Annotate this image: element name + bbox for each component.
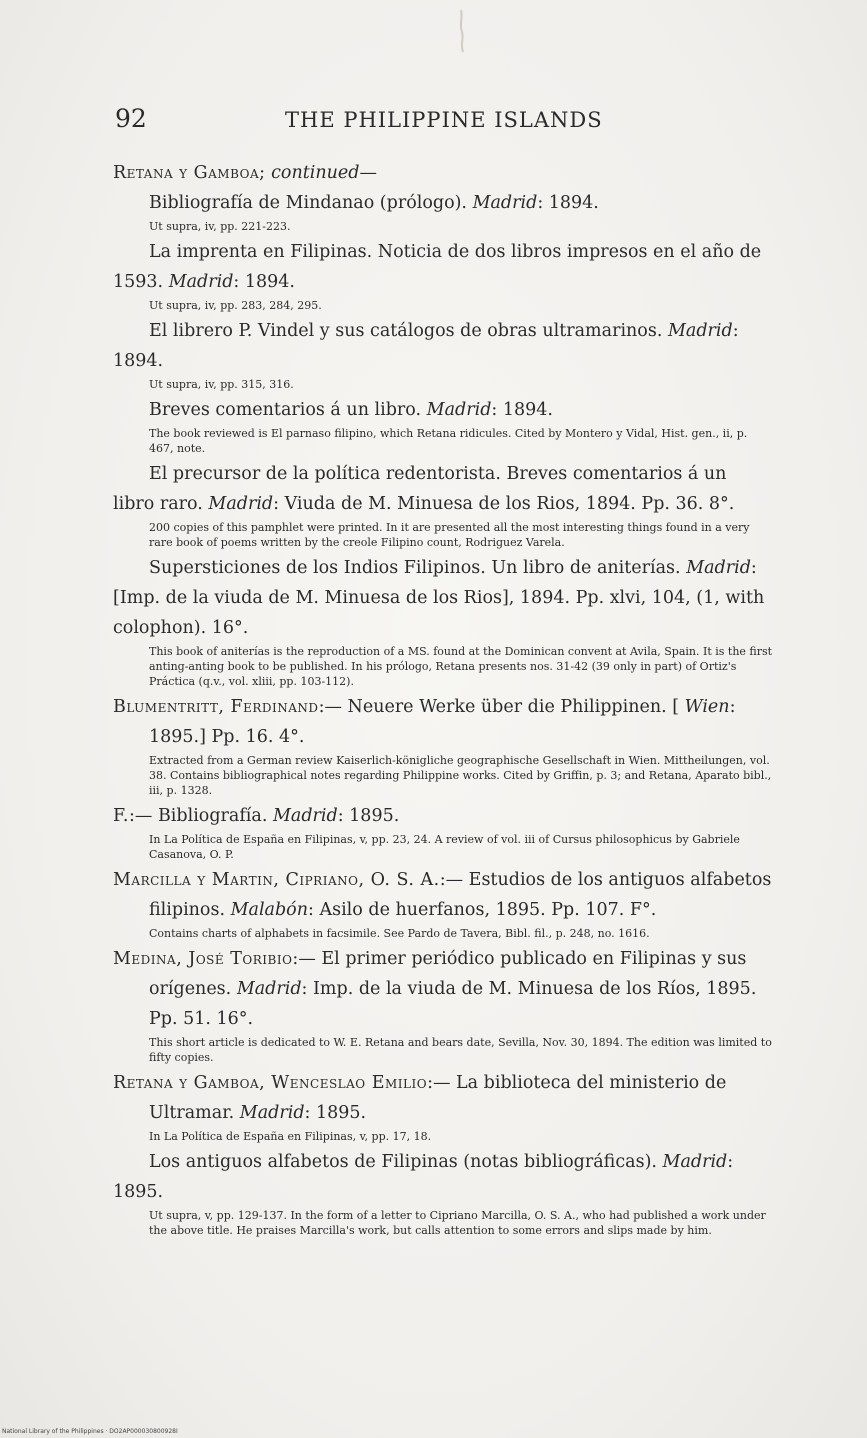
entry-title: :— La biblioteca del ministerio de Ultramar. xyxy=(149,1073,727,1123)
entry-title: :— Estudios de los antiguos alfabetos filipinos. xyxy=(149,870,772,920)
dash: — xyxy=(359,163,377,183)
bibliography-entry xyxy=(113,944,773,1034)
entry-imprint: : 1895. xyxy=(304,1103,367,1123)
note-text: Ut supra, iv, pp. 221-223. xyxy=(149,220,291,233)
entry-place: Madrid xyxy=(236,979,302,999)
entry-imprint: : 1894. xyxy=(113,321,739,371)
entry-title: El precursor de la política redentorista. Breves comentarios á un libro raro. xyxy=(113,464,727,514)
entry-title: Los antiguos alfabetos de Filipinas (notas bibliográficas). xyxy=(149,1152,657,1172)
author-heading xyxy=(113,158,773,188)
note-text: This book of aniterías is the reproduction of a MS. found at the Dominican convent at Avila, Spain. It is the first anting-anting book to be published. In his prólogo, Retana presents nos. 31-42 (39 only in part) of Ortiz's Práctica (q.v., vol. xliii, pp. 103-112). xyxy=(149,645,773,688)
entry-imprint: : [Imp. de la viuda de M. Minuesa de los Rios], 1894. Pp. xlvi, 104, (1, with colophon). 16°. xyxy=(113,558,765,638)
author-name: Medina, José Toribio xyxy=(113,949,293,969)
note-text: Ut supra, iv, pp. 283, 284, 295. xyxy=(149,299,322,312)
note-text: In La Política de España en Filipinas, v, pp. 17, 18. xyxy=(149,1130,432,1143)
bibliography-entry xyxy=(113,553,773,643)
entry-imprint: : Imp. de la viuda de M. Minuesa de los Ríos, 1895. Pp. 51. 16°. xyxy=(149,979,757,1029)
entry-place: Madrid xyxy=(426,400,492,420)
entry-title: La imprenta en Filipinas. Noticia de dos libros impresos en el año de 1593. xyxy=(113,242,762,292)
entry-note xyxy=(113,644,773,689)
entry-note xyxy=(113,520,773,550)
entry-place: Madrid xyxy=(667,321,733,341)
bibliography-entry xyxy=(113,1068,773,1128)
note-text: In La Política de España en Filipinas, v, pp. 23, 24. A review of vol. iii of Cursus philosophicus by Gabriele Casanova, O. P. xyxy=(149,833,740,861)
entry-note xyxy=(113,1035,773,1065)
note-text: This short article is dedicated to W. E. Retana and bears date, Sevilla, Nov. 30, 1894. The edition was limited to fifty copies. xyxy=(149,1036,772,1064)
entry-note xyxy=(113,1129,773,1144)
bibliography-entry xyxy=(113,188,773,218)
entry-imprint: : 1894. xyxy=(491,400,553,420)
entry-note xyxy=(113,926,773,941)
entry-place: Madrid xyxy=(208,494,274,514)
entry-imprint: : 1895. xyxy=(337,806,400,826)
bibliography-entry xyxy=(113,1147,773,1207)
library-footer: National Library of the Philippines · DO2AP000030800928I xyxy=(2,1428,178,1435)
entry-title: Breves comentarios á un libro. xyxy=(149,400,422,420)
page-header xyxy=(115,104,775,144)
bibliography-body xyxy=(113,158,773,1241)
author-name: Blumentritt, Ferdinand xyxy=(113,697,319,717)
entry-note xyxy=(113,219,773,234)
note-text: The book reviewed is El parnaso filipino, which Retana ridicules. Cited by Montero y Vidal, Hist. gen., ii, p. 467, note. xyxy=(149,427,748,455)
entry-place: Madrid xyxy=(472,193,538,213)
entry-imprint: : Viuda de M. Minuesa de los Rios, 1894. Pp. 36. 8°. xyxy=(273,494,735,514)
entry-title: :— Neuere Werke über die Philippinen. [ xyxy=(318,697,680,717)
entry-imprint: : 1895. xyxy=(113,1152,734,1202)
entry-place: Madrid xyxy=(686,558,751,578)
bibliography-entry xyxy=(113,865,773,925)
author-name: Retana y Gamboa, Wenceslao Emilio xyxy=(113,1073,428,1093)
entry-note xyxy=(113,753,773,798)
entry-title: :— Bibliografía. xyxy=(128,806,268,826)
entry-imprint: : 1894. xyxy=(537,193,599,213)
entry-note xyxy=(113,832,773,862)
bibliography-entry xyxy=(113,316,773,376)
author-name: Retana y Gamboa; xyxy=(113,163,266,183)
entry-title: El librero P. Vindel y sus catálogos de obras ultramarinos. xyxy=(149,321,663,341)
running-title: THE PHILIPPINE ISLANDS xyxy=(285,108,603,132)
entry-note xyxy=(113,426,773,456)
bibliography-entry xyxy=(113,692,773,752)
bibliography-entry xyxy=(113,459,773,519)
continued-label: continued xyxy=(271,163,360,183)
entry-place: Madrid xyxy=(662,1152,728,1172)
entry-place: Wien xyxy=(684,697,730,717)
note-text: Extracted from a German review Kaiserlich-königliche geographische Gesellschaft in Wien. Mittheilungen, vol. 38. Contains bibliographical notes regarding Philippine works. Cited by Griffin, p. 3; and Retana, Aparato bibl., iii, p. 1328. xyxy=(149,754,772,797)
entry-imprint: : 1895.] Pp. 16. 4°. xyxy=(149,697,736,747)
entry-place: Madrid xyxy=(168,272,234,292)
entry-title: Bibliografía de Mindanao (prólogo). xyxy=(149,193,467,213)
page-blemish xyxy=(452,8,470,68)
entry-place: Madrid xyxy=(239,1103,305,1123)
entry-note xyxy=(113,377,773,392)
entry-place: Malabón xyxy=(230,900,308,920)
note-text: 200 copies of this pamphlet were printed. In it are presented all the most interesting things found in a very rare book of poems written by the creole Filipino count, Rodriguez Varela. xyxy=(149,521,750,549)
page-number: 92 xyxy=(115,104,147,133)
entry-title: Supersticiones de los Indios Filipinos. Un libro de aniterías. xyxy=(149,558,681,578)
author-name: F. xyxy=(113,806,129,826)
entry-imprint: : Asilo de huerfanos, 1895. Pp. 107. F°. xyxy=(308,900,657,920)
entry-note xyxy=(113,298,773,313)
entry-note xyxy=(113,1208,773,1238)
entry-title: :— El primer periódico publicado en Filipinas y sus orígenes. xyxy=(149,949,747,999)
entry-imprint: : 1894. xyxy=(233,272,295,292)
note-text: Contains charts of alphabets in facsimile. See Pardo de Tavera, Bibl. fil., p. 248, no. 1616. xyxy=(149,927,650,940)
bibliography-entry xyxy=(113,395,773,425)
author-name: Marcilla y Martin, Cipriano, O. S. A. xyxy=(113,870,440,890)
bibliography-entry xyxy=(113,237,773,297)
entry-place: Madrid xyxy=(272,806,338,826)
note-text: Ut supra, v, pp. 129-137. In the form of a letter to Cipriano Marcilla, O. S. A., who had published a work under the above title. He praises Marcilla's work, but calls attention to some errors and slips made by him. xyxy=(149,1209,766,1237)
bibliography-entry xyxy=(113,801,773,831)
note-text: Ut supra, iv, pp. 315, 316. xyxy=(149,378,294,391)
